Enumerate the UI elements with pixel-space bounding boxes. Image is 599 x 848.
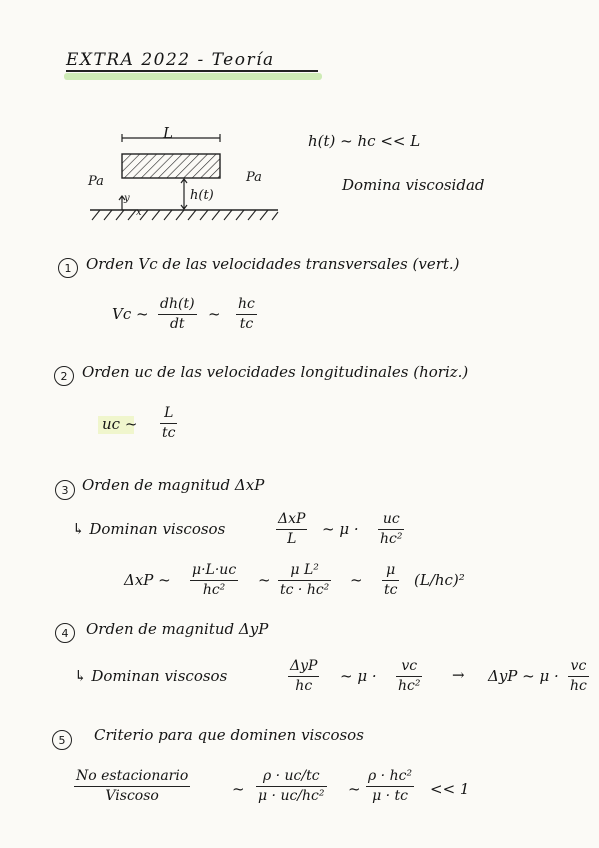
numerator: dh(t) [160,296,195,312]
numerator: μ L² [290,562,319,578]
section-heading: Orden de magnitud ΔxP [82,476,265,494]
numerator: L [164,405,174,421]
eq1-fraction-hc-tc [236,296,257,333]
denominator: tc · hc² [280,582,330,599]
eq5-sim-1: ~ [232,780,245,798]
title-underline [66,70,318,72]
eq1-fraction-dh-dt [158,296,197,333]
eq4-fraction-vc-hc [568,658,589,695]
eq3b-fraction-3 [382,562,399,599]
denominator: tc [162,425,176,442]
section-number: 2 [54,366,74,386]
eq4-fraction-dyp-hc [288,658,319,695]
y-axis-label: y [124,193,130,204]
denominator: hc² [380,531,403,548]
numerator: hc [238,296,255,312]
denominator: L [287,531,297,548]
regime-text: Domina viscosidad [342,176,485,194]
denominator: hc [570,678,587,695]
numerator: ΔyP [290,658,318,674]
length-label: L [163,124,173,142]
eq4-lead: ↳ Dominan viscosos [74,667,228,685]
numerator: vc [401,658,418,674]
denominator: tc [239,316,254,333]
section-number: 3 [55,480,75,500]
eq3b-sim-2: ~ [350,571,363,589]
section-number: 4 [55,623,75,643]
pressure-right-label: Pa [246,170,262,185]
eq5-fraction-3 [366,768,414,805]
eq3a-rhs: ~ μ · [322,520,359,538]
x-axis-label: x [136,207,142,218]
title-highlight [64,73,322,80]
eq5-fraction-ratio [74,768,190,805]
numerator: ρ · uc/tc [262,768,320,784]
eq3a-lead: ↳ Dominan viscosos [72,520,226,538]
eq3a-fraction-dxp-l [276,511,307,548]
eq3b-paren-term: (L/hc)² [414,571,465,589]
denominator: dt [169,316,185,333]
eq3b-sim-1: ~ [258,571,271,589]
section-heading: Orden Vc de las velocidades transversales (vert.) [86,255,460,273]
eq1-sim: ~ [208,305,221,323]
eq4-arrow: → [452,666,465,684]
section-heading: Orden uc de las velocidades longitudinales (horiz.) [82,363,469,381]
section-heading: Criterio para que dominen viscosos [94,726,364,744]
numerator: μ·L·uc [192,562,237,578]
eq5-end: << 1 [430,780,470,798]
denominator: hc² [202,582,226,599]
gap-label: h(t) [190,188,214,203]
eq1-lhs: Vc ~ [112,305,149,323]
numerator: No estacionario [76,768,189,784]
numerator: ΔxP [278,511,306,527]
eq4-result: ΔyP ~ μ · [488,667,559,685]
denominator: tc [384,582,398,599]
eq2-lhs: uc ~ [102,415,138,433]
numerator: μ [386,562,396,578]
assumption-text: h(t) ~ hc << L [308,132,421,150]
eq2-fraction-l-tc [160,405,177,442]
numerator: vc [570,658,587,674]
eq4-rhs: ~ μ · [340,667,377,685]
eq3b-fraction-2 [278,562,331,599]
page-title: EXTRA 2022 - Teoría [66,50,275,70]
section-heading: Orden de magnitud ΔyP [86,620,269,638]
denominator: hc [295,678,313,695]
eq3b-fraction-1 [190,562,238,599]
numerator: ρ · hc² [368,768,413,784]
denominator: μ · uc/hc² [258,788,325,805]
numerator: uc [382,511,400,527]
denominator: μ · tc [372,788,408,805]
denominator: hc² [398,678,421,695]
denominator: Viscoso [105,788,159,805]
pressure-left-label: Pa [88,174,104,189]
eq3b-lhs: ΔxP ~ [124,571,171,589]
eq4-fraction-vc-hc2 [396,658,422,695]
eq5-sim-2: ~ [348,780,361,798]
section-number: 1 [58,258,78,278]
section-number: 5 [52,730,72,750]
eq5-fraction-2 [256,768,327,805]
eq3a-fraction-uc-hc2 [378,511,404,548]
